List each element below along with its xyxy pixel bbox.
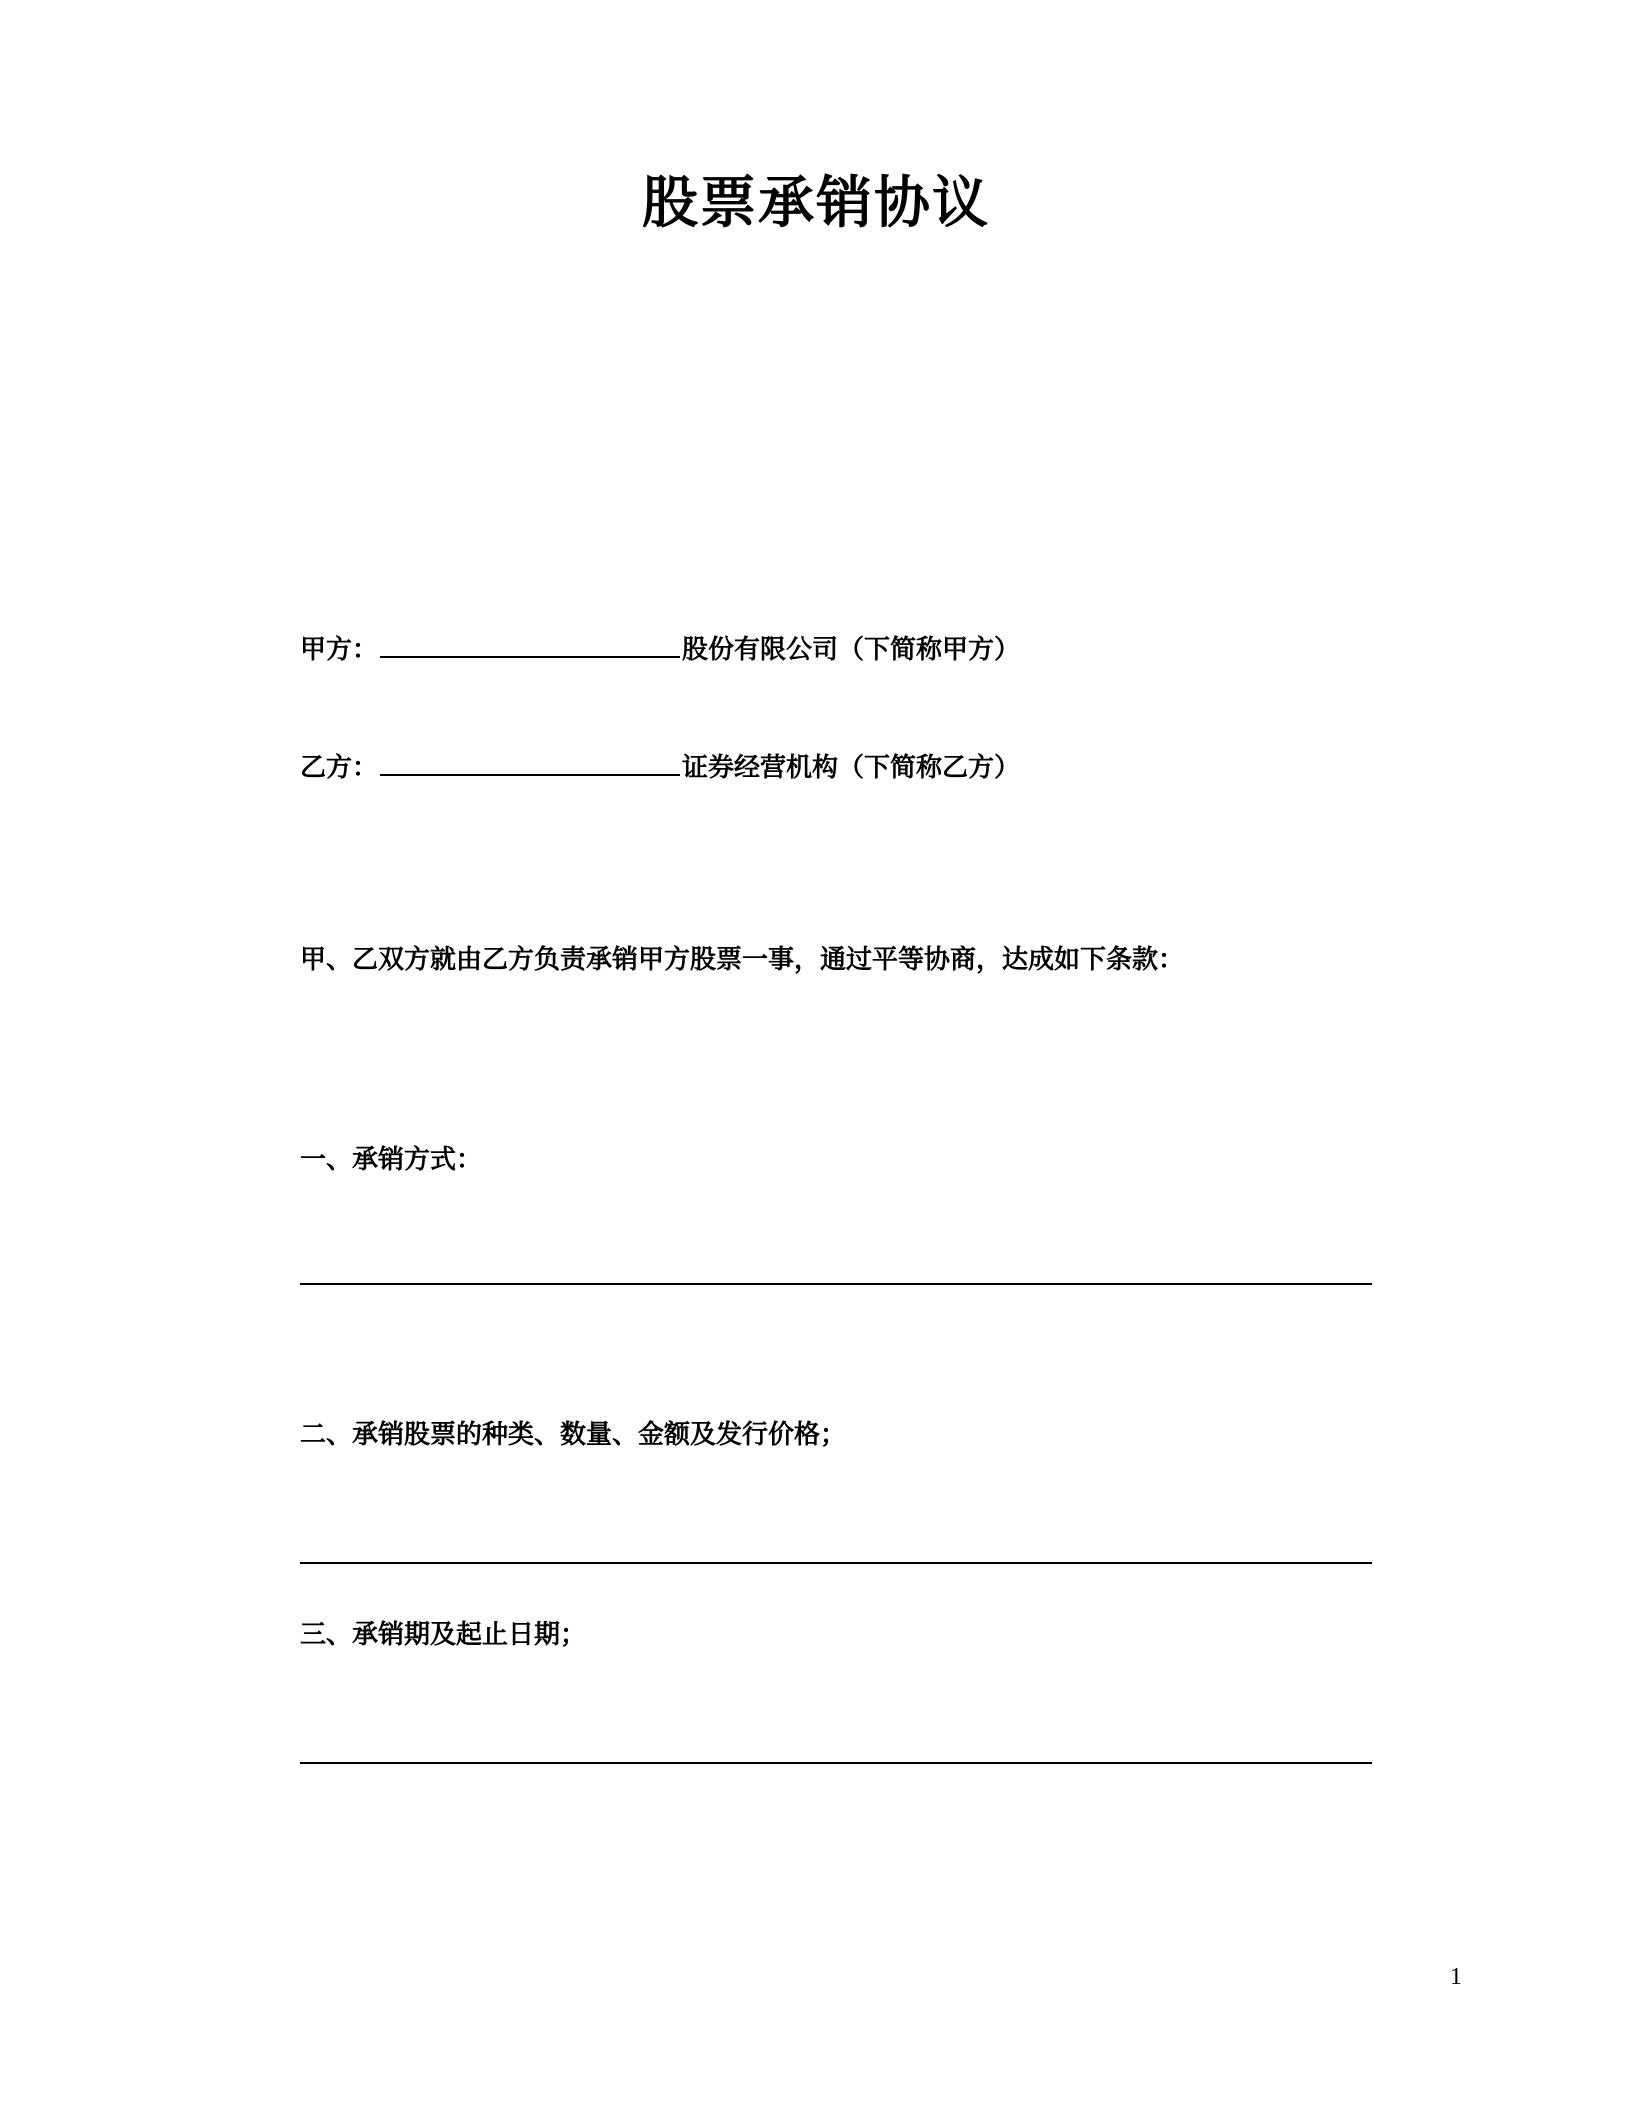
clause-2-answer-line[interactable]: [300, 1562, 1372, 1564]
clause-heading-2: [300, 1415, 1372, 1457]
preamble-paragraph: [300, 940, 1372, 982]
clause-2-text: 二、承销股票的种类、数量、金额及发行价格；: [300, 1420, 847, 1450]
party-label-second: 乙方：: [300, 753, 379, 783]
clause-3-text: 三、承销期及起止日期；: [300, 1620, 587, 1650]
party-suffix-second: 证券经营机构（下简称乙方）: [682, 753, 1021, 783]
party-row-second: [300, 748, 1372, 790]
party-blank-second[interactable]: [380, 748, 680, 776]
party-suffix-first: 股份有限公司（下简称甲方）: [682, 635, 1021, 665]
party-blank-first[interactable]: [380, 630, 680, 658]
clause-1-answer-line[interactable]: [300, 1283, 1372, 1285]
clause-1-text: 一、承销方式：: [300, 1145, 483, 1175]
party-row-first: [300, 630, 1372, 672]
page-title: 股票承销协议: [642, 171, 990, 236]
preamble-text: 甲、乙双方就由乙方负责承销甲方股票一事，通过平等协商，达成如下条款：: [300, 945, 1185, 975]
party-label-first: 甲方：: [300, 635, 379, 665]
page-number: 1: [1450, 1964, 1462, 1990]
clause-3-answer-line[interactable]: [300, 1762, 1372, 1764]
clause-heading-3: [300, 1615, 1372, 1657]
clause-heading-1: [300, 1140, 1372, 1182]
